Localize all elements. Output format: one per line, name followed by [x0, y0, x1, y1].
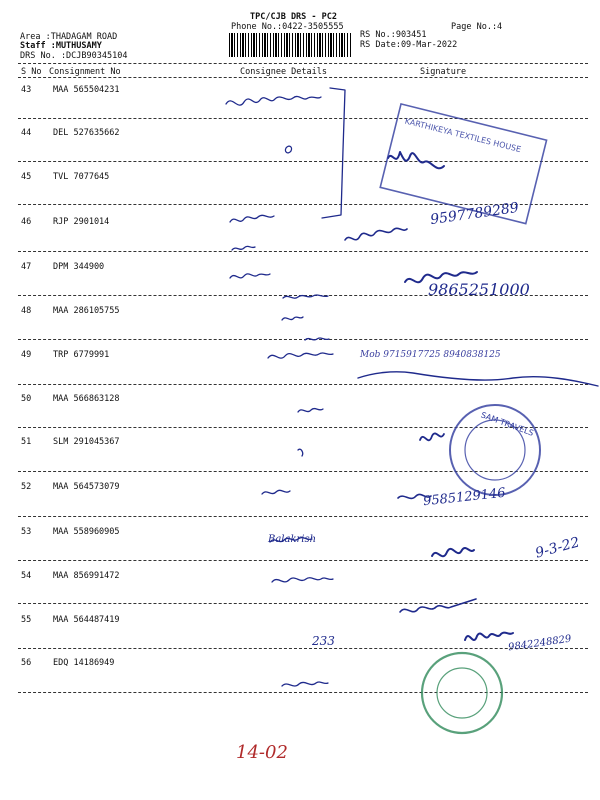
bracket-mark — [322, 88, 345, 218]
row-consignment: MAA 564487419 — [53, 615, 120, 625]
row-consignment: MAA 565504231 — [53, 85, 120, 95]
row-consignment: RJP 2901014 — [53, 217, 110, 227]
row-sno: 56 — [21, 658, 32, 668]
signature-55 — [465, 633, 513, 640]
row-consignment: MAA 856991472 — [53, 571, 120, 581]
row-sno: 50 — [21, 394, 32, 404]
row-sno: 55 — [21, 615, 32, 625]
scribble-name-43 — [226, 96, 321, 105]
scribble-name-48 — [282, 317, 303, 320]
row-sno: 44 — [21, 128, 32, 138]
handwritten-phone-52: 9585129146 — [422, 485, 507, 510]
row-consignment: MAA 286105755 — [53, 306, 120, 316]
green-round-stamp — [422, 653, 502, 733]
signature-45 — [388, 152, 444, 168]
row-consignment: DPM 344900 — [53, 262, 105, 272]
column-consignment: Consignment No — [49, 67, 121, 77]
column-signature: Signature — [420, 67, 467, 77]
row-sno: 54 — [21, 571, 32, 581]
scribble-name-47 — [230, 274, 270, 278]
scribble-subname-47 — [283, 295, 328, 298]
handwritten-phone-47: 9865251000 — [428, 280, 530, 299]
row-consignment: TVL 7077645 — [53, 172, 110, 182]
karthikeya-stamp — [380, 104, 546, 224]
page-number: Page No.:4 — [451, 22, 503, 32]
handwritten-phone-46: 9597789289 — [429, 199, 520, 229]
scribble-name-54 — [272, 578, 333, 582]
handwritten-phone-55: 9842248829 — [507, 633, 573, 654]
scribble-name-56 — [282, 682, 328, 686]
row-consignment: DEL 527635662 — [53, 128, 120, 138]
row-sno: 51 — [21, 437, 32, 447]
scribble-mark-51 — [298, 449, 303, 456]
sam-travels-stamp-text: SAM TRAVELS — [479, 410, 535, 438]
scribble-name-50 — [298, 409, 323, 412]
staff-field: Staff :MUTHUSAMY — [20, 41, 102, 51]
scribble-subname-48 — [305, 338, 329, 340]
column-sno: S No — [21, 67, 42, 77]
row-sno: 45 — [21, 172, 32, 182]
handwritten-number-55: 233 — [312, 634, 335, 648]
scribble-name-49 — [268, 353, 333, 358]
drs-number: DRS No. :DCJB90345104 — [20, 51, 128, 61]
column-consignee: Consignee Details — [240, 67, 327, 77]
row-sno: 53 — [21, 527, 32, 537]
sam-travels-stamp — [450, 405, 540, 495]
scribble-name-52 — [262, 490, 290, 494]
rs-number: RS No.:903451 — [360, 30, 427, 40]
scribble-name-46 — [230, 215, 274, 222]
signature-51 — [420, 433, 444, 440]
row-sno: 52 — [21, 482, 32, 492]
rs-date: RS Date:09-Mar-2022 — [360, 40, 458, 50]
row-sno: 49 — [21, 350, 32, 360]
row-consignment: MAA 564573079 — [53, 482, 120, 492]
area-field: Area :THADAGAM ROAD — [20, 32, 118, 42]
row-sno: 47 — [21, 262, 32, 272]
row-consignment: SLM 291045367 — [53, 437, 120, 447]
scribble-code-46 — [232, 246, 255, 250]
row-consignment: TRP 6779991 — [53, 350, 110, 360]
row-sno: 46 — [21, 217, 32, 227]
phone-number: Phone No.:0422-3505555 — [231, 22, 344, 32]
row-consignment: MAA 558960905 — [53, 527, 120, 537]
signature-line-49 — [358, 372, 598, 386]
row-consignment: EDQ 14186949 — [53, 658, 115, 668]
row-sno: 43 — [21, 85, 32, 95]
document-title: TPC/CJB DRS - PC2 — [250, 12, 337, 22]
row-consignment: MAA 566863128 — [53, 394, 120, 404]
handwritten-date-53: 9-3-22 — [533, 534, 582, 562]
row-sno: 48 — [21, 306, 32, 316]
stamp-mobile-number: Mob 9715917725 8940838125 — [360, 350, 501, 360]
karthikeya-stamp-text: KARTHIKEYA TEXTILES HOUSE — [403, 116, 522, 155]
signature-46 — [345, 228, 407, 240]
handwritten-footer-note: 14-02 — [236, 742, 288, 763]
handwritten-name-53: Balakrish — [268, 534, 317, 545]
signature-53 — [432, 548, 474, 556]
signature-54 — [400, 599, 476, 612]
scribble-mark-44 — [285, 146, 291, 153]
